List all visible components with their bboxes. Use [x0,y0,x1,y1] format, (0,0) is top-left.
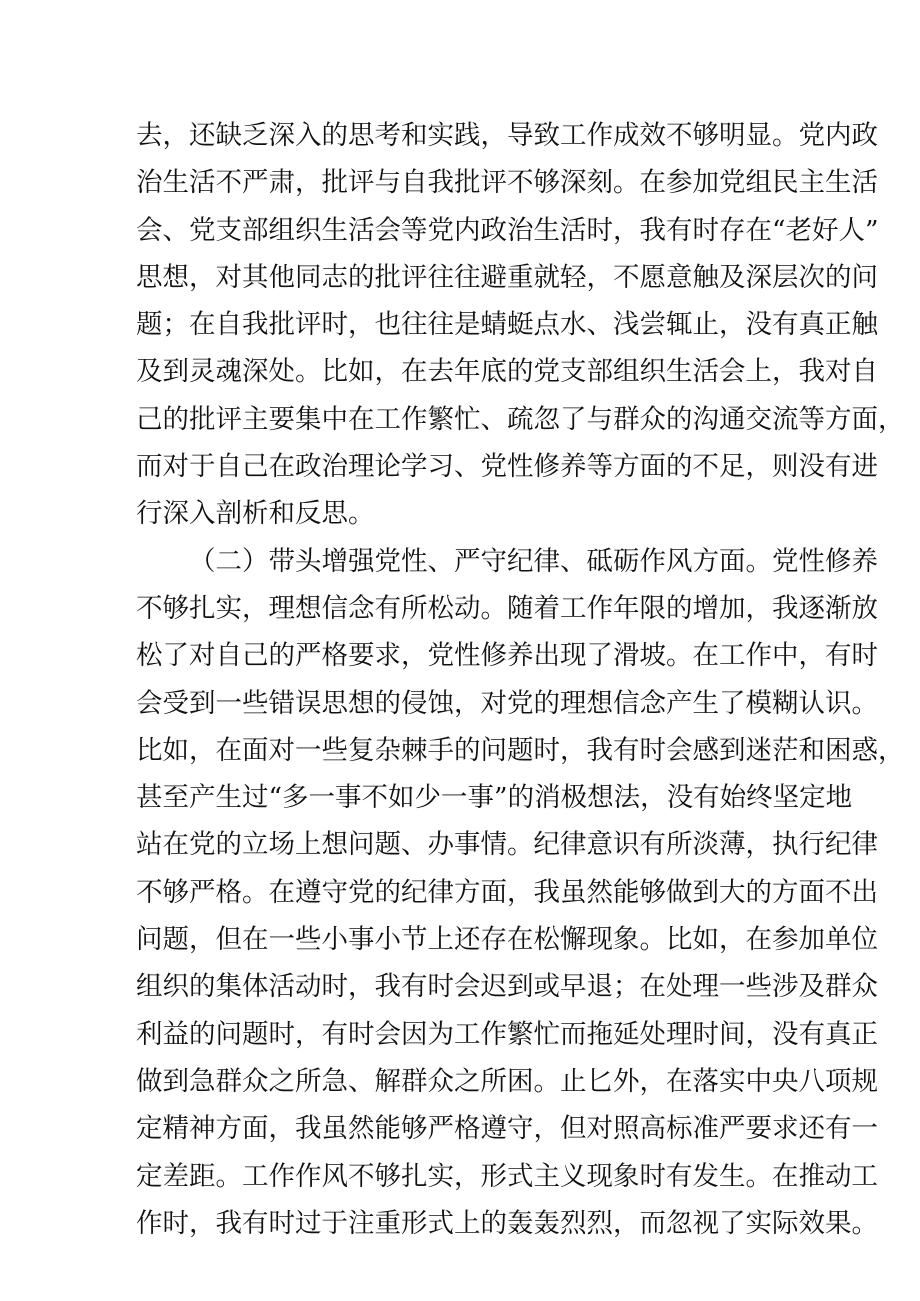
text-line: 会受到一些错误思想的侵蚀，对党的理想信念产生了模糊认识。 [136,687,878,719]
text-line: 不够扎实，理想信念有所松动。随着工作年限的增加，我逐渐放 [136,592,878,624]
paragraph-1 [136,112,905,538]
text-line: 组织的集体活动时，我有时会迟到或早退；在处理一些涉及群众 [136,971,878,1003]
text-line: 甚至产生过“多一事不如少一事”的消极想法，没有始终坚定地 [136,782,853,814]
text-line: 比如，在面对一些复杂棘手的问题时，我有时会感到迷茫和困惑， [136,734,905,766]
text-line: 思想，对其他同志的批评往往避重就轻，不愿意触及深层次的问 [136,261,878,293]
text-line: 定精神方面，我虽然能够严格遵守，但对照高标准严要求还有一 [136,1113,878,1145]
text-line: 问题，但在一些小事小节上还存在松懈现象。比如，在参加单位 [136,924,878,956]
text-line: 治生活不严肃，批评与自我批评不够深刻。在参加党组民主生活 [136,167,878,199]
text-line: 作时，我有时过于注重形式上的轰轰烈烈，而忽视了实际效果。 [136,1207,878,1239]
text-line: 及到灵魂深处。比如，在去年底的党支部组织生活会上，我对自 [136,356,878,388]
text-line: 利益的问题时，有时会因为工作繁忙而拖延处理时间，没有真正 [136,1018,878,1050]
body-text [136,112,905,1247]
text-line: 做到急群众之所急、解群众之所困。止匕外，在落实中央八项规 [136,1065,878,1097]
text-line: 站在党的立场上想问题、办事情。纪律意识有所淡薄，执行纪律 [136,829,878,861]
text-line: （二）带头增强党性、严守纪律、砥砺作风方面。党性修养 [189,545,878,577]
text-line: 松了对自己的严格要求，党性修养出现了滑坡。在工作中，有时 [136,640,878,672]
text-line: 行深入剖析和反思。 [136,498,375,530]
text-line: 定差距。工作作风不够扎实，形式主义现象时有发生。在推动工 [136,1160,878,1192]
text-line: 己的批评主要集中在工作繁忙、疏忽了与群众的沟通交流等方面， [136,403,905,435]
text-line: 题；在自我批评时，也往往是蜻蜓点水、浅尝辄止，没有真正触 [136,309,878,341]
text-line: 去，还缺乏深入的思考和实践，导致工作成效不够明显。党内政 [136,120,878,151]
text-line: 不够严格。在遵守党的纪律方面，我虽然能够做到大的方面不出 [136,876,878,908]
text-line: 而对于自己在政治理论学习、党性修养等方面的不足，则没有进 [136,451,878,483]
text-line: 会、党支部组织生活会等党内政治生活时，我有时存在“老好人” [136,214,879,246]
paragraph-2 [136,538,905,1247]
